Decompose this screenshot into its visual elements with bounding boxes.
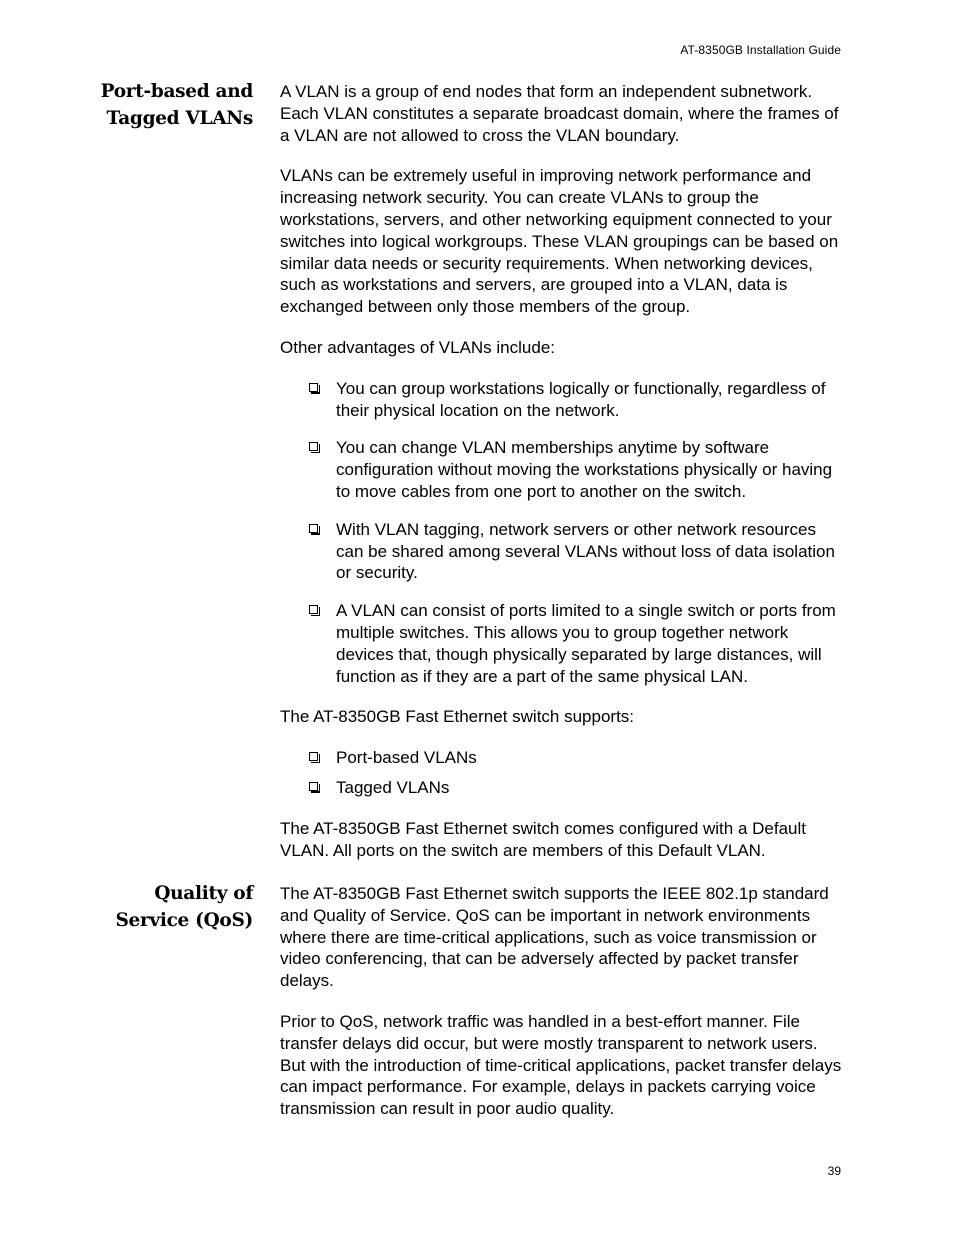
list-item-text: Tagged VLANs	[336, 777, 450, 797]
heading-line-2: Service (QoS)	[115, 910, 253, 931]
checkbox-bullet-icon	[309, 524, 318, 533]
checkbox-bullet-icon	[309, 442, 318, 451]
list-item	[280, 437, 846, 502]
paragraph: Prior to QoS, network traffic was handled in a best-effort manner. File transfer delays did occur, but were mostly transparent to network users. But with the introduction of time-critical applications, packet transfer delays can impact performance. For example, delays in packets carrying voice transmission can result in poor audio quality.	[280, 1011, 842, 1119]
paragraph: VLANs can be extremely useful in improving network performance and increasing network security. You can create VLANs to group the workstations, servers, and other networking equipment connected to your switches into logical workgroups. These VLAN groupings can be based on similar data needs or security requirements. When networking devices, such as workstations and servers, are grouped into a VLAN, data is exchanged between only those members of the group.	[280, 166, 839, 317]
list-item-text: You can group workstations logically or functionally, regardless of their physical location on the network.	[336, 378, 826, 420]
section-body	[280, 81, 846, 880]
checkbox-bullet-icon	[309, 383, 318, 392]
section-heading	[33, 78, 253, 132]
page-number: 39	[827, 1164, 841, 1178]
paragraph: The AT-8350GB Fast Ethernet switch comes configured with a Default VLAN. All ports on the switch are members of this Default VLAN.	[280, 818, 806, 860]
paragraph: The AT-8350GB Fast Ethernet switch supports:	[280, 707, 635, 727]
checkbox-bullet-icon	[309, 752, 318, 761]
heading-line-2: Tagged VLANs	[106, 108, 253, 129]
checkbox-bullet-icon	[309, 782, 318, 791]
section-body	[280, 883, 846, 1139]
list-item-text: A VLAN can consist of ports limited to a single switch or ports from multiple switches. This allows you to group together network devices that, though physically separated by large distances, will function as if they are a part of the same physical LAN.	[336, 601, 836, 686]
list-item	[280, 519, 846, 584]
list-item	[280, 747, 846, 769]
checkbox-bullet-icon	[309, 605, 318, 614]
paragraph: The AT-8350GB Fast Ethernet switch supports the IEEE 802.1p standard and Quality of Service. QoS can be important in network environments where there are time-critical applications, such as voice transmission or video conferencing, that can be adversely affected by packet transfer delays.	[280, 884, 829, 991]
list-item-text: You can change VLAN memberships anytime by software configuration without moving the workstations physically or having to move cables from one port to another on the switch.	[336, 438, 833, 501]
paragraph: Other advantages of VLANs include:	[280, 337, 555, 357]
list-item-text: With VLAN tagging, network servers or other network resources can be shared among several VLANs without loss of data isolation or security.	[336, 519, 835, 583]
list-item-text: Port-based VLANs	[336, 748, 477, 768]
heading-line-1: Quality of	[154, 883, 253, 904]
advantages-list	[280, 378, 846, 688]
heading-line-1: Port-based and	[100, 81, 253, 102]
section-heading	[33, 880, 253, 934]
list-item	[280, 378, 846, 422]
list-item	[280, 600, 846, 687]
paragraph: A VLAN is a group of end nodes that form an independent subnetwork. Each VLAN constitutes a separate broadcast domain, where the frames of a VLAN are not allowed to cross the VLAN boundary.	[280, 82, 839, 145]
supports-list	[280, 747, 846, 799]
running-header: AT-8350GB Installation Guide	[680, 43, 841, 57]
list-item	[280, 777, 846, 799]
